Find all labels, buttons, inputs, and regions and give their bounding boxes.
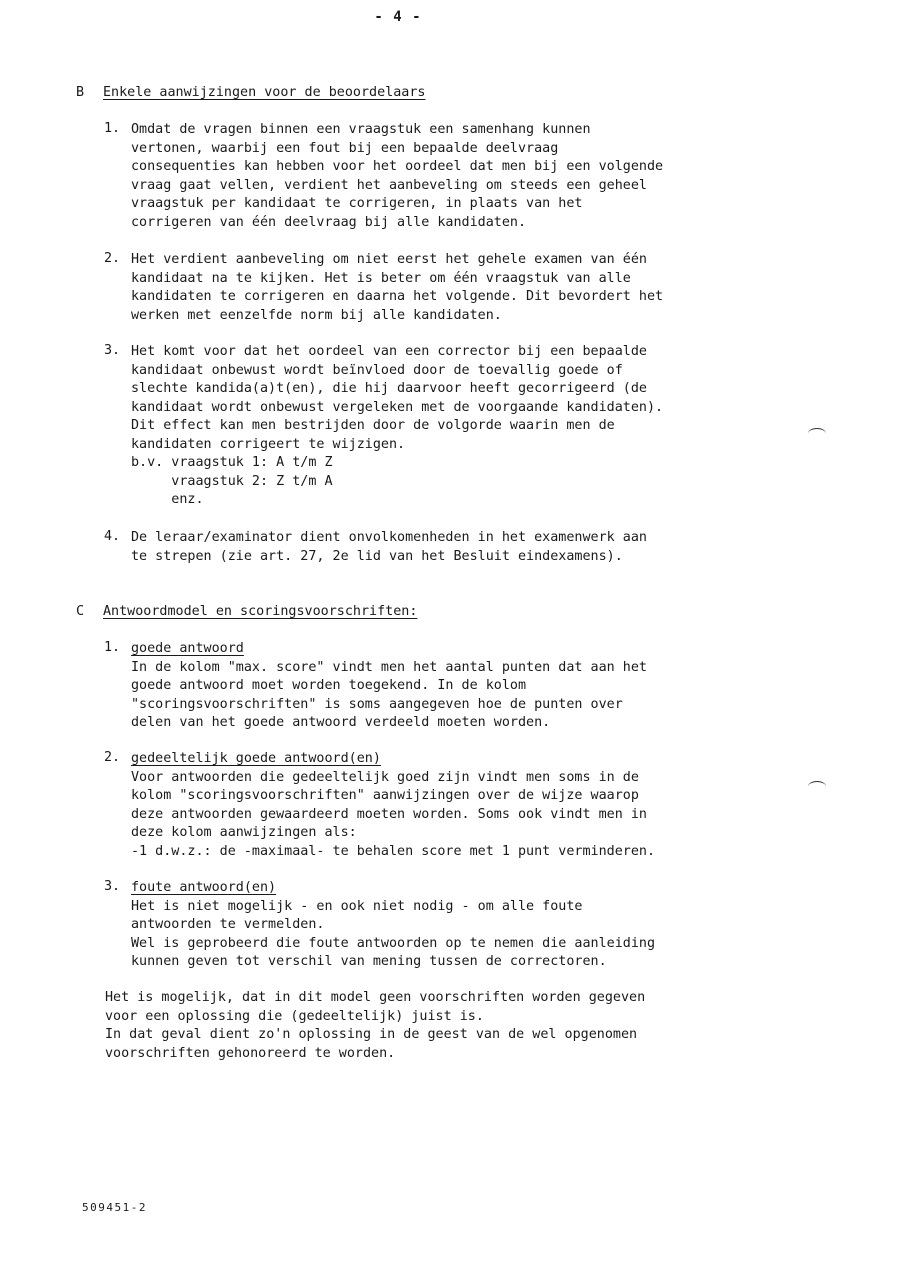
text-line: vraagstuk per kandidaat te corrigeren, in plaats van het — [131, 196, 583, 211]
text-line: vraagstuk 2: Z t/m A — [131, 473, 333, 489]
text-line: kolom "scoringsvoorschriften" aanwijzingen over de wijze waarop — [131, 788, 639, 803]
section-c-item-1 — [131, 640, 851, 733]
text-line: consequenties kan hebben voor het oordeel dat men bij een volgende — [131, 159, 664, 174]
text-line: slechte kandida(a)t(en), die hij daarvoor heeft gecorrigeerd (de — [131, 381, 647, 396]
text-line: Wel is geprobeerd die foute antwoorden op te nemen die aanleiding — [131, 935, 656, 951]
text-line: In de kolom "max. score" vindt men het aantal punten dat aan het — [131, 659, 647, 675]
text-line: te strepen (zie art. 27, 2e lid van het Besluit eindexamens). — [131, 548, 623, 564]
item-number: 3. — [104, 343, 121, 358]
section-b-letter: B — [76, 85, 85, 100]
text-line: Voor antwoorden die gedeeltelijk goed zijn vindt men soms in de — [131, 769, 639, 785]
text-line: -1 d.w.z.: de -maximaal- te behalen score met 1 punt verminderen. — [131, 843, 656, 859]
text-line: goede antwoord moet worden toegekend. In de kolom — [131, 678, 527, 693]
section-c-title: Antwoordmodel en scoringsvoorschriften: — [103, 604, 418, 619]
text-line: deze kolom aanwijzingen als: — [131, 825, 357, 840]
text-line: deze antwoorden gewaardeerd moeten worden. Soms ook vindt men in — [131, 806, 647, 822]
text-line: voorschriften gehonoreerd te worden. — [105, 1045, 396, 1061]
text-line: corrigeren van één deelvraag bij alle kandidaten. — [131, 214, 527, 230]
margin-mark — [808, 781, 826, 792]
page-number: - 4 - — [374, 9, 422, 25]
text-line: De leraar/examinator dient onvolkomenheden in het examenwerk aan — [131, 530, 647, 545]
text-line: b.v. vraagstuk 1: A t/m Z — [131, 455, 333, 470]
item-number: 2. — [104, 251, 121, 266]
margin-mark — [808, 428, 826, 439]
section-b-item-2 — [131, 251, 851, 325]
text-line: kandidaat wordt onbewust vergeleken met de voorgaande kandidaten). — [131, 399, 664, 415]
text-line: "scoringsvoorschriften" is soms aangegeven hoe de punten over — [131, 696, 623, 712]
text-line: Het komt voor dat het oordeel van een corrector bij een bepaalde — [131, 344, 647, 359]
text-line: kandidaten te corrigeren en daarna het volgende. Dit bevordert het — [131, 289, 664, 304]
text-line: Omdat de vragen binnen een vraagstuk een samenhang kunnen — [131, 122, 591, 137]
item-heading: foute antwoord(en) — [131, 880, 277, 895]
section-b-item-3 — [131, 343, 851, 510]
text-line: kandidaten corrigeert te wijzigen. — [131, 436, 406, 452]
text-line: kunnen geven tot verschil van mening tussen de correctoren. — [131, 954, 607, 969]
text-line: Het is mogelijk, dat in dit model geen voorschriften worden gegeven — [105, 990, 646, 1005]
text-line: delen van het goede antwoord verdeeld moeten worden. — [131, 715, 551, 730]
text-line: kandidaat na te kijken. Het is beter om één vraagstuk van alle — [131, 270, 631, 286]
text-line: vertonen, waarbij een fout bij een bepaalde deelvraag — [131, 140, 559, 156]
item-heading: gedeeltelijk goede antwoord(en) — [131, 751, 381, 766]
document-code: 509451-2 — [82, 1201, 147, 1214]
text-line: werken met eenzelfde norm bij alle kandidaten. — [131, 307, 502, 323]
section-b-item-4 — [131, 529, 851, 566]
text-line: In dat geval dient zo'n oplossing in de geest van de wel opgenomen — [105, 1027, 638, 1042]
closing-paragraph — [105, 989, 825, 1063]
text-line: antwoorden te vermelden. — [131, 917, 325, 932]
section-b-item-1 — [131, 121, 851, 232]
text-line: enz. — [131, 492, 204, 507]
text-line: Het is niet mogelijk - en ook niet nodig - om alle foute — [131, 898, 583, 914]
text-line: vraag gaat vellen, verdient het aanbeveling om steeds een geheel — [131, 177, 647, 193]
item-number: 1. — [104, 121, 121, 136]
section-c-item-2 — [131, 750, 851, 861]
item-number: 1. — [104, 640, 121, 655]
item-number: 4. — [104, 529, 121, 544]
item-number: 3. — [104, 879, 121, 894]
text-line: Het verdient aanbeveling om niet eerst het gehele examen van één — [131, 252, 647, 267]
text-line: voor een oplossing die (gedeeltelijk) juist is. — [105, 1008, 484, 1024]
item-number: 2. — [104, 750, 121, 765]
section-b-title: Enkele aanwijzingen voor de beoordelaars — [103, 85, 426, 100]
section-c-item-3 — [131, 879, 851, 972]
text-line: Dit effect kan men bestrijden door de volgorde waarin men de — [131, 418, 615, 433]
section-c-letter: C — [76, 604, 85, 619]
item-heading: goede antwoord — [131, 641, 244, 656]
text-line: kandidaat onbewust wordt beïnvloed door de toevallig goede of — [131, 362, 623, 378]
